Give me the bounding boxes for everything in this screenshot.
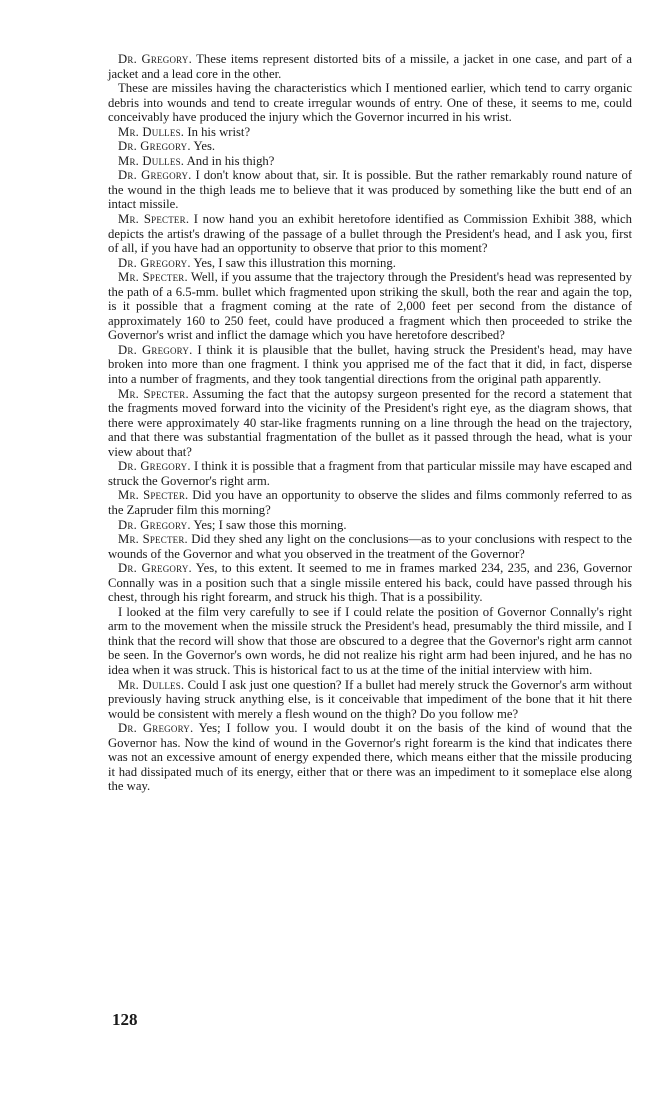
paragraph-text: I think it is plausible that the bullet, having struck the President's head, may have broken into more than one fragment. I think you apprised me of the fact that it did, in fact, disperse into a number of fragments, and they took tangential directions from the original path apparently. — [108, 342, 632, 387]
paragraph — [108, 518, 632, 533]
paragraph — [108, 81, 632, 125]
paragraph-text: Did they shed any light on the conclusions—as to your conclusions with respect to the wounds of the Governor and what you observed in the treatment of the Governor? — [108, 532, 632, 561]
speaker-name: Mr. Specter. — [118, 212, 190, 227]
paragraph-text: Yes; I follow you. I would doubt it on the basis of the kind of wound that the Governor has. Now the kind of wound in the Governor's right forearm is the kind that indicates there was not an excessive amount of energy expended there, which means either that the missile producing it had dissipated much of its energy, either that or there was an impediment to it someplace else along the way. — [108, 721, 633, 794]
paragraph-text: Could I ask just one question? If a bullet had merely struck the Governor's arm without previously having struck anything else, is it conceivable that impediment of the bone that it hit there would be consistent with merely a flesh wound on the thigh? Do you follow me? — [108, 677, 632, 721]
paragraph — [108, 52, 632, 81]
page-body — [108, 52, 632, 794]
paragraph-text: Did you have an opportunity to observe the slides and films commonly referred to as the Zapruder film this morning? — [108, 488, 632, 517]
paragraph-text: These are missiles having the characteristics which I mentioned earlier, which tend to carry organic debris into wounds and tend to create irregular wounds of entry. One of these, it seems to me, could conceivably have produced the injury which the Governor incurred in his wrist. — [108, 81, 632, 125]
paragraph — [108, 270, 632, 343]
paragraph-text: In his wrist? — [184, 124, 251, 139]
page-number: 128 — [112, 1010, 138, 1029]
paragraph — [108, 387, 632, 460]
paragraph-text: I don't know about that, sir. It is possible. But the rather remarkably round nature of the wound in the thigh leads me to believe that it was produced by something like the butt end of an intact missile. — [108, 168, 633, 212]
paragraph-text: I looked at the film very carefully to see if I could relate the position of Governor Connally's right arm to the movement when the missile struck the President's head, presumably the third missile, and I think that the record will show that those are obscured to a degree that the Governor's right arm cannot be seen. In the Governor's own words, he did not realize his right arm had been injured, and he has no idea when it was struck. This is historical fact to us at the time of the initial interview with him. — [108, 604, 632, 677]
speaker-name: Mr. Dulles. — [118, 153, 185, 168]
paragraph — [108, 168, 632, 212]
paragraph-text: Yes, I saw this illustration this morning. — [190, 255, 396, 270]
speaker-name: Dr. Gregory. — [118, 721, 194, 736]
speaker-name: Dr. Gregory. — [118, 342, 193, 357]
speaker-name: Dr. Gregory. — [118, 459, 191, 474]
paragraph — [108, 343, 632, 387]
paragraph — [108, 154, 632, 169]
paragraph-text: And in his thigh? — [184, 153, 275, 168]
speaker-name: Dr. Gregory. — [118, 139, 191, 154]
paragraph — [108, 488, 632, 517]
speaker-name: Mr. Specter. — [118, 270, 188, 285]
paragraph-text: These items represent distorted bits of a missile, a jacket in one case, and part of a jacket and a lead core in the other. — [108, 52, 633, 81]
paragraph — [108, 721, 632, 794]
paragraph — [108, 605, 632, 678]
speaker-name: Mr. Specter. — [118, 386, 189, 401]
speaker-name: Mr. Specter. — [118, 532, 188, 547]
speaker-name: Dr. Gregory. — [118, 168, 192, 183]
speaker-name: Dr. Gregory. — [118, 561, 192, 576]
paragraph-text: Yes; I saw those this morning. — [190, 517, 347, 532]
paragraph-text: Well, if you assume that the trajectory through the President's head was represented by the path of a 6.5-mm. bullet which fragmented upon striking the skull, both the rear and again the top, is it possible that a fragment coming at the rate of 2,000 feet per second from the distance of approximately 160 to 250 feet, could have produced a fragment which then proceeded to strike the Governor's wrist and inflict the damage which you have heretofore described? — [108, 270, 632, 343]
speaker-name: Mr. Specter. — [118, 488, 189, 503]
speaker-name: Dr. Gregory. — [118, 517, 191, 532]
paragraph-text: I think it is possible that a fragment from that particular missile may have escaped and struck the Governor's right arm. — [108, 459, 632, 488]
paragraph-text: Yes, to this extent. It seemed to me in frames marked 234, 235, and 236, Governor Connally was in a position such that a single missile entered his back, could have passed through his chest, through his right forearm, and struck his thigh. That is a possibility. — [108, 561, 632, 605]
paragraph-text: Assuming the fact that the autopsy surgeon presented for the record a statement that the fragments moved forward into the vicinity of the President's right eye, as the diagram shows, that there were approximately 40 star-like fragments running on a line through the head on the trajectory, and that there was substantial fragmentation of the bullet as it passed through the head, what is your view about that? — [108, 386, 633, 459]
paragraph — [108, 678, 632, 722]
speaker-name: Dr. Gregory. — [118, 52, 192, 66]
paragraph — [108, 561, 632, 605]
paragraph — [108, 532, 632, 561]
paragraph — [108, 139, 632, 154]
paragraph-text: I now hand you an exhibit heretofore identified as Commission Exhibit 388, which depicts the artist's drawing of the passage of a bullet through the President's head, and I ask you, first of all, if you have had an opportunity to observe that prior to this moment? — [108, 212, 632, 256]
paragraph — [108, 212, 632, 256]
speaker-name: Mr. Dulles. — [118, 677, 185, 692]
paragraph — [108, 256, 632, 271]
paragraph — [108, 125, 632, 140]
speaker-name: Mr. Dulles. — [118, 124, 185, 139]
paragraph-text: Yes. — [190, 139, 216, 154]
speaker-name: Dr. Gregory. — [118, 255, 191, 270]
paragraph — [108, 459, 632, 488]
